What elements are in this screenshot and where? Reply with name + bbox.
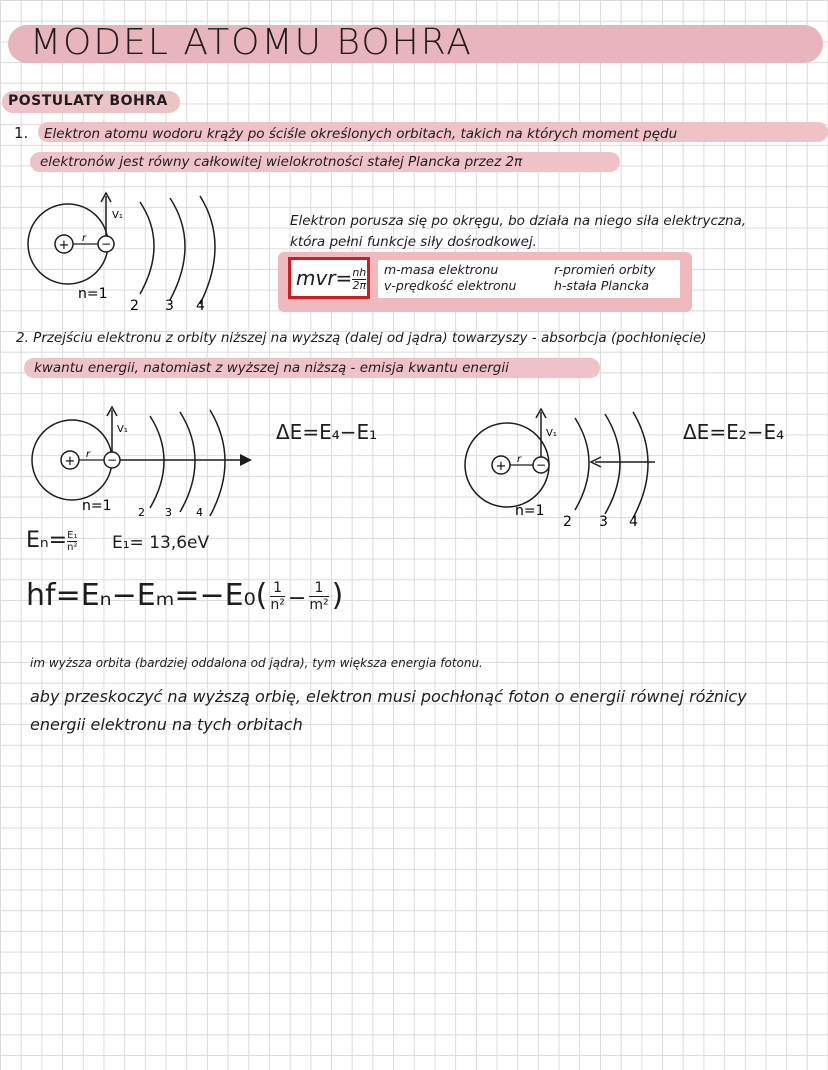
orbit-label-3: 3 xyxy=(165,506,172,519)
note-paragraph xyxy=(30,683,747,739)
n-label: n=1 xyxy=(82,498,112,514)
transition-arrowhead xyxy=(240,454,252,466)
radius-label: r xyxy=(517,454,522,465)
electron-sign: − xyxy=(106,453,118,467)
page-title: MODEL ATOMU BOHRA xyxy=(30,22,473,63)
orbit-arc-3 xyxy=(605,414,620,514)
postulate1-number: 1. xyxy=(14,124,29,142)
postulate1-line2: elektronów jest równy całkowitej wielokrotności stałej Plancka przez 2π xyxy=(40,154,523,170)
nucleus-sign: + xyxy=(495,459,507,474)
atom-diagram-1 xyxy=(20,190,230,320)
orbit-arc-4 xyxy=(200,196,215,304)
energy-level-formula xyxy=(26,528,77,553)
en-fraction xyxy=(67,530,77,553)
delta-e-absorption: ΔE=E₄−E₁ xyxy=(276,420,378,444)
description-1 xyxy=(290,211,746,253)
orbit-arc-4 xyxy=(633,412,648,518)
hf-right: ) xyxy=(331,578,344,613)
formula-frac-den: 2π xyxy=(352,279,367,292)
orbit-label-3: 3 xyxy=(599,514,608,530)
description-1-line1: Elektron porusza się po okręgu, bo działa na niego siła elektryczna, xyxy=(290,213,747,229)
hf-f1-den: n² xyxy=(270,597,285,613)
photon-energy-formula xyxy=(26,578,343,613)
postulate1-line1: Elektron atomu wodoru krąży po ściśle określonych orbitach, takich na których moment pędu xyxy=(44,126,678,142)
hf-f1-num: 1 xyxy=(270,580,285,597)
note-line2: aby przeskoczyć na wyższą orbię, elektron musi pochłonąć foton o energii równej różnicy xyxy=(30,687,747,706)
note-line1: im wyższa orbita (bardziej oddalona od jądra), tym większa energia fotonu. xyxy=(30,656,483,670)
electron-sign: − xyxy=(100,237,112,251)
orbit-label-2: 2 xyxy=(130,298,139,314)
hf-f2-den: m² xyxy=(309,597,329,613)
angular-momentum-formula xyxy=(288,257,370,299)
nucleus-sign: + xyxy=(58,238,70,253)
n-label: n=1 xyxy=(78,286,108,302)
hf-minus: − xyxy=(287,586,307,611)
orbit-arc-2 xyxy=(140,202,154,294)
legend-h: h-stała Plancka xyxy=(554,278,650,293)
atom-diagram-emission xyxy=(455,400,675,530)
en-frac-num: E₁ xyxy=(67,529,78,541)
formula-fraction xyxy=(352,267,366,292)
hf-f2-num: 1 xyxy=(309,580,328,597)
atom-diagram-absorption xyxy=(20,400,260,525)
description-1-line2: która pełni funkcje siły dośrodkowej. xyxy=(290,234,537,250)
postulate2-line1: 2. Przejściu elektronu z orbity niższej na wyższą (dalej od jądra) towarzyszy - absorbcja (pochłonięcie) xyxy=(16,330,707,346)
section-subtitle: POSTULATY BOHRA xyxy=(8,93,168,109)
legend-v: v-prędkość elektronu xyxy=(384,278,517,293)
delta-e-emission: ΔE=E₂−E₄ xyxy=(683,420,785,444)
hf-fraction-2 xyxy=(309,580,328,613)
radius-label: r xyxy=(86,449,91,460)
orbit-arc-2 xyxy=(575,418,589,510)
orbit-arc-3 xyxy=(170,198,185,300)
n-label: n=1 xyxy=(515,503,545,519)
orbit-arc-2 xyxy=(150,416,164,508)
orbit-label-3: 3 xyxy=(165,298,174,314)
orbit-label-4: 4 xyxy=(196,506,203,519)
legend-m: m-masa elektronu xyxy=(384,262,499,277)
velocity-label: V₁ xyxy=(546,428,557,439)
hf-left: hf=Eₙ−Eₘ=−E₀( xyxy=(26,578,268,613)
orbit-label-4: 4 xyxy=(629,514,638,530)
orbit-arc-3 xyxy=(180,412,195,512)
velocity-label: V₁ xyxy=(112,210,123,221)
electron-sign: − xyxy=(535,458,547,472)
formula-legend xyxy=(378,260,680,298)
note-line3: energii elektronu na tych orbitach xyxy=(30,715,303,734)
nucleus-sign: + xyxy=(64,454,76,469)
ground-energy-value: E₁= 13,6eV xyxy=(112,533,210,553)
formula-left: mvr= xyxy=(296,266,353,290)
radius-label: r xyxy=(82,233,87,244)
velocity-label: V₁ xyxy=(117,424,128,435)
hf-fraction-1 xyxy=(270,580,285,613)
orbit-label-2: 2 xyxy=(138,506,145,519)
orbit-label-2: 2 xyxy=(563,514,572,530)
postulate2-line2: kwantu energii, natomiast z wyższej na niższą - emisja kwantu energii xyxy=(34,360,509,376)
orbit-arc-4 xyxy=(210,410,225,516)
formula-frac-num: nh xyxy=(352,266,367,279)
orbit-label-4: 4 xyxy=(196,298,205,314)
en-label: Eₙ= xyxy=(26,528,68,553)
legend-r: r-promień orbity xyxy=(554,262,656,277)
en-frac-den: n² xyxy=(67,541,78,553)
